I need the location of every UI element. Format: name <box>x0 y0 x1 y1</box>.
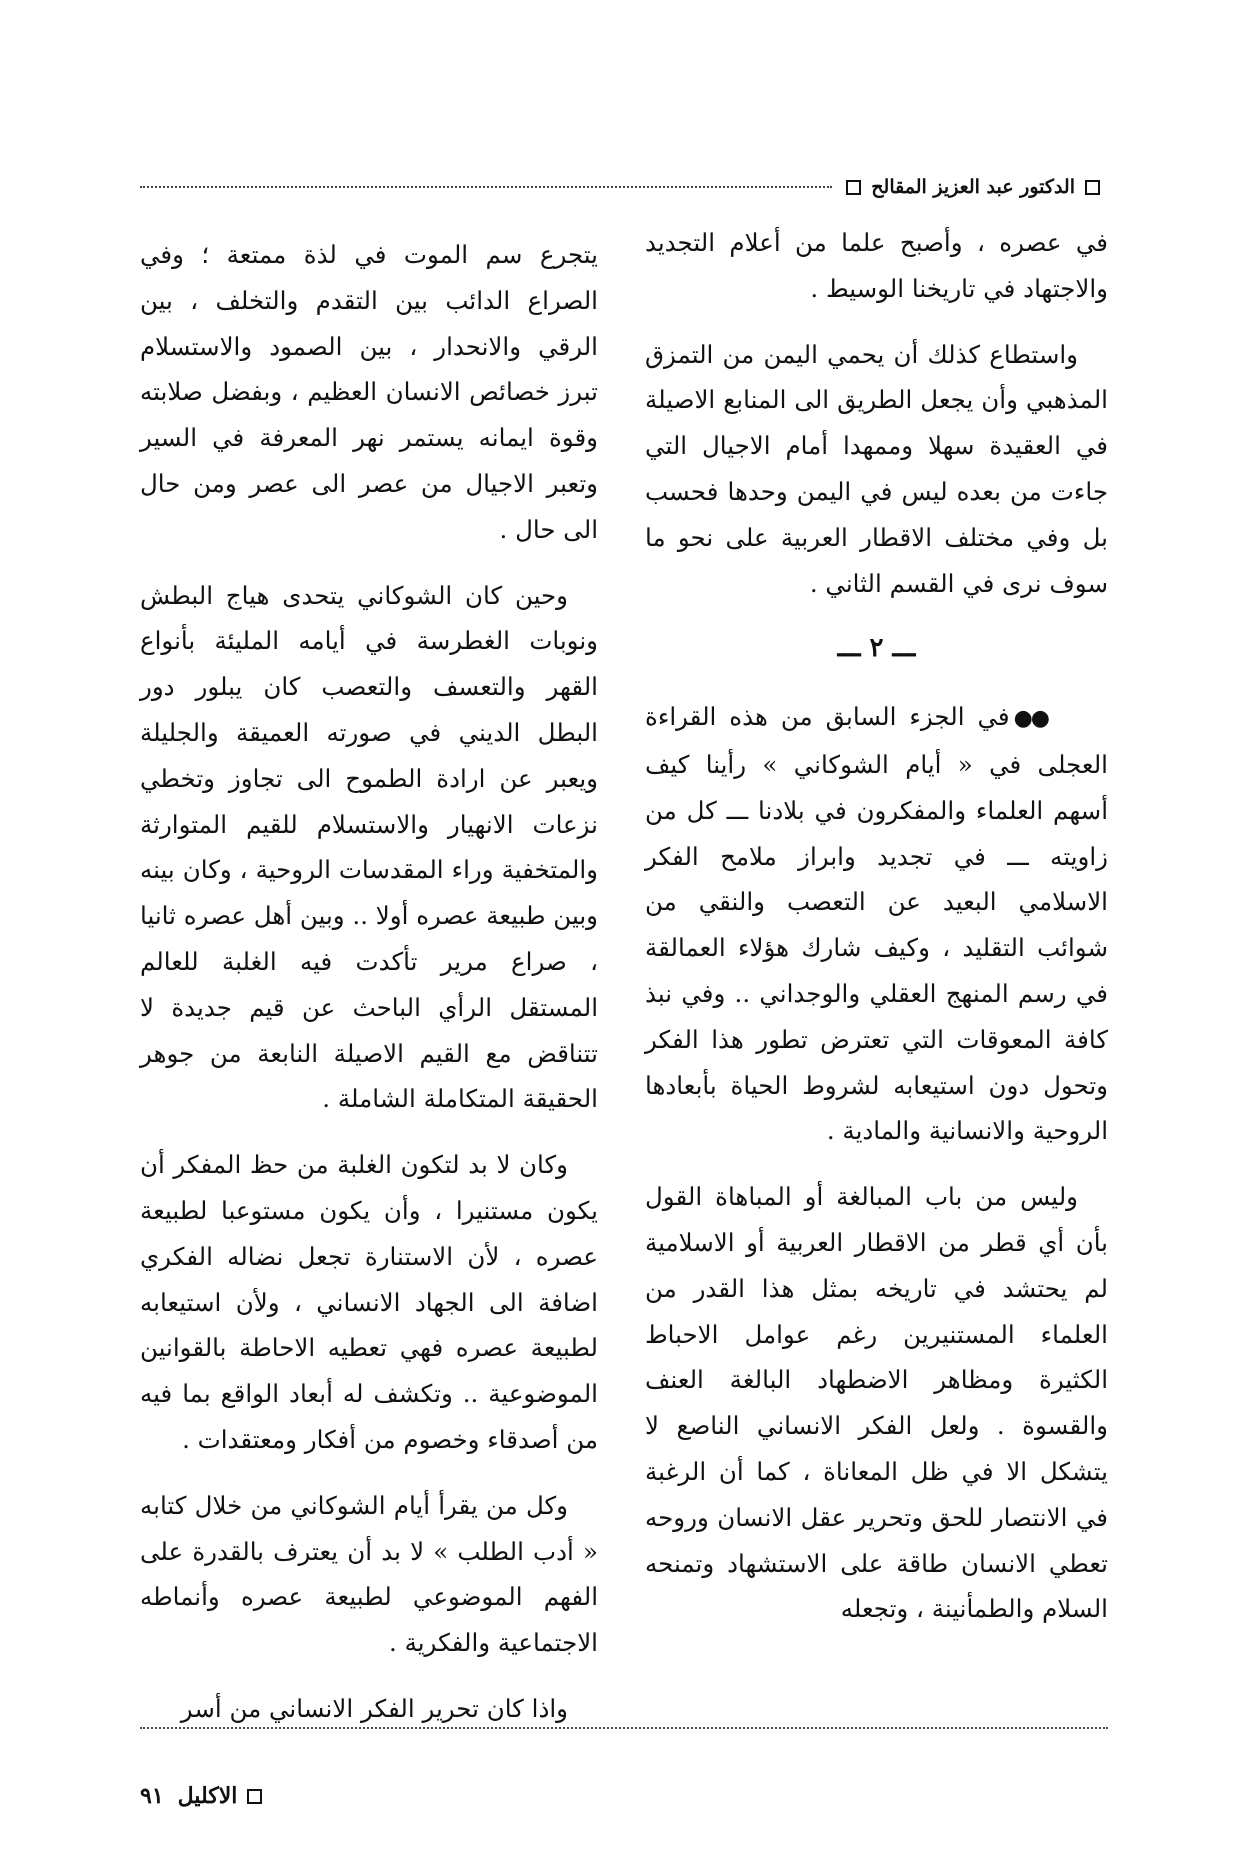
paragraph: واستطاع كذلك أن يحمي اليمن من التمزق المذهبي وأن يجعل الطريق الى المنابع الاصيلة في العقيدة سهلا وممهدا أمام الاجيال التي جاءت من بعده ليس في اليمن وحدها فحسب بل وفي مختلف الاقطار العربية على نحو ما سوف نرى في القسم الثاني . <box>645 339 1108 598</box>
paragraph: وليس من باب المبالغة أو المباهاة القول بأن أي قطر من الاقطار العربية أو الاسلامية لم يحتشد في تاريخه بمثل هذا القدر من العلماء المستنيرين رغم عوامل الاحباط الكثيرة ومظاهر الاضطهاد البالغة العنف والقسوة . ولعل الفكر الانساني الناصع لا يتشكل الا في ظل المعاناة ، كما أن الرغبة في الانتصار للحق وتحرير عقل الانسان وروحه تعطي الانسان طاقة على الاستشهاد وتمنحه السلام والطمأنينة ، وتجعله <box>645 1182 1108 1624</box>
left-column <box>140 232 598 1752</box>
paragraph-text: في الجزء السابق من هذه القراءة العجلى في « أيام الشوكاني » رأينا كيف أسهم العلماء والمفكرون في بلادنا ـــ كل من زاويته ـــ في تجديد وابراز ملامح الفكر الاسلامي البعيد عن التعصب والنقي من شوائب التقليد ، وكيف شارك هؤلاء العمالقة في رسم المنهج العقلي والوجداني .. وفي نبذ كافة المعوقات التي تعترض تطور هذا الفكر وتحول دون استيعابه لشروط الحياة بأبعادها الروحية والانسانية والمادية . <box>645 702 1108 1146</box>
page-footer <box>140 1783 262 1809</box>
paragraph: وحين كان الشوكاني يتحدى هياج البطش ونوبات الغطرسة في أيامه المليئة بأنواع القهر والتعسف والتعصب كان يبلور دور البطل الديني في صورته العميقة والجليلة ويعبر عن ارادة الطموح الى تجاوز وتخطي نزعات الانهيار والاستسلام للقيم المتوارثة والمتخفية وراء المقدسات الروحية ، وكان بينه وبين طبيعة عصره أولا .. وبين أهل عصره ثانيا ، صراع مرير تأكدت فيه الغلبة للعالم المستقل الرأي الباحث عن قيم جديدة لا تتناقض مع القيم الاصيلة النابعة من جوهر الحقيقة المتكاملة الشاملة . <box>140 580 598 1114</box>
double-dot-bullet-icon: ●● <box>1013 706 1048 732</box>
paragraph: واذا كان تحرير الفكر الانساني من أسر <box>180 1693 568 1723</box>
square-bullet-icon <box>846 180 861 195</box>
paragraph <box>645 694 1108 1154</box>
square-bullet-icon <box>247 1789 262 1804</box>
paragraph: في عصره ، وأصبح علما من أعلام التجديد والاجتهاد في تاريخنا الوسيط . <box>645 228 1108 303</box>
footer-magazine-name: الاكليل <box>177 1783 238 1809</box>
page-number: ٩١ <box>140 1783 164 1809</box>
header-dotted-rule <box>140 186 832 188</box>
right-column <box>645 220 1108 1652</box>
paragraph: وكان لا بد لتكون الغلبة من حظ المفكر أن يكون مستنيرا ، وأن يكون مستوعبا لطبيعة عصره ، لأن الاستنارة تجعل نضاله الفكري اضافة الى الجهاد الانساني ، ولأن استيعابه لطبيعة عصره فهي تعطيه الاحاطة بالقوانين الموضوعية .. وتكشف له أبعاد الواقع بما فيه من أصدقاء وخصوم من أفكار ومعتقدات . <box>140 1150 598 1454</box>
section-number: ـــ ٢ ـــ <box>837 633 916 664</box>
paragraph: وكل من يقرأ أيام الشوكاني من خلال كتابه « أدب الطلب » لا بد أن يعترف بالقدرة على الفهم الموضوعي لطبيعة عصره وأنماطه الاجتماعية والفكرية . <box>140 1490 598 1658</box>
paragraph: يتجرع سم الموت في لذة ممتعة ؛ وفي الصراع الدائب بين التقدم والتخلف ، بين الرقي والانحدار ، بين الصمود والاستسلام تبرز خصائص الانسان العظيم ، وبفضل صلابته وقوة ايمانه يستمر نهر المعرفة في السير وتعبر الاجيال من عصر الى عصر ومن حال الى حال . <box>140 240 598 544</box>
square-bullet-icon <box>1085 180 1100 195</box>
footer-dotted-rule <box>140 1727 1108 1729</box>
running-header <box>140 172 1100 202</box>
header-author: الدكتور عبد العزيز المقالح <box>871 176 1075 198</box>
